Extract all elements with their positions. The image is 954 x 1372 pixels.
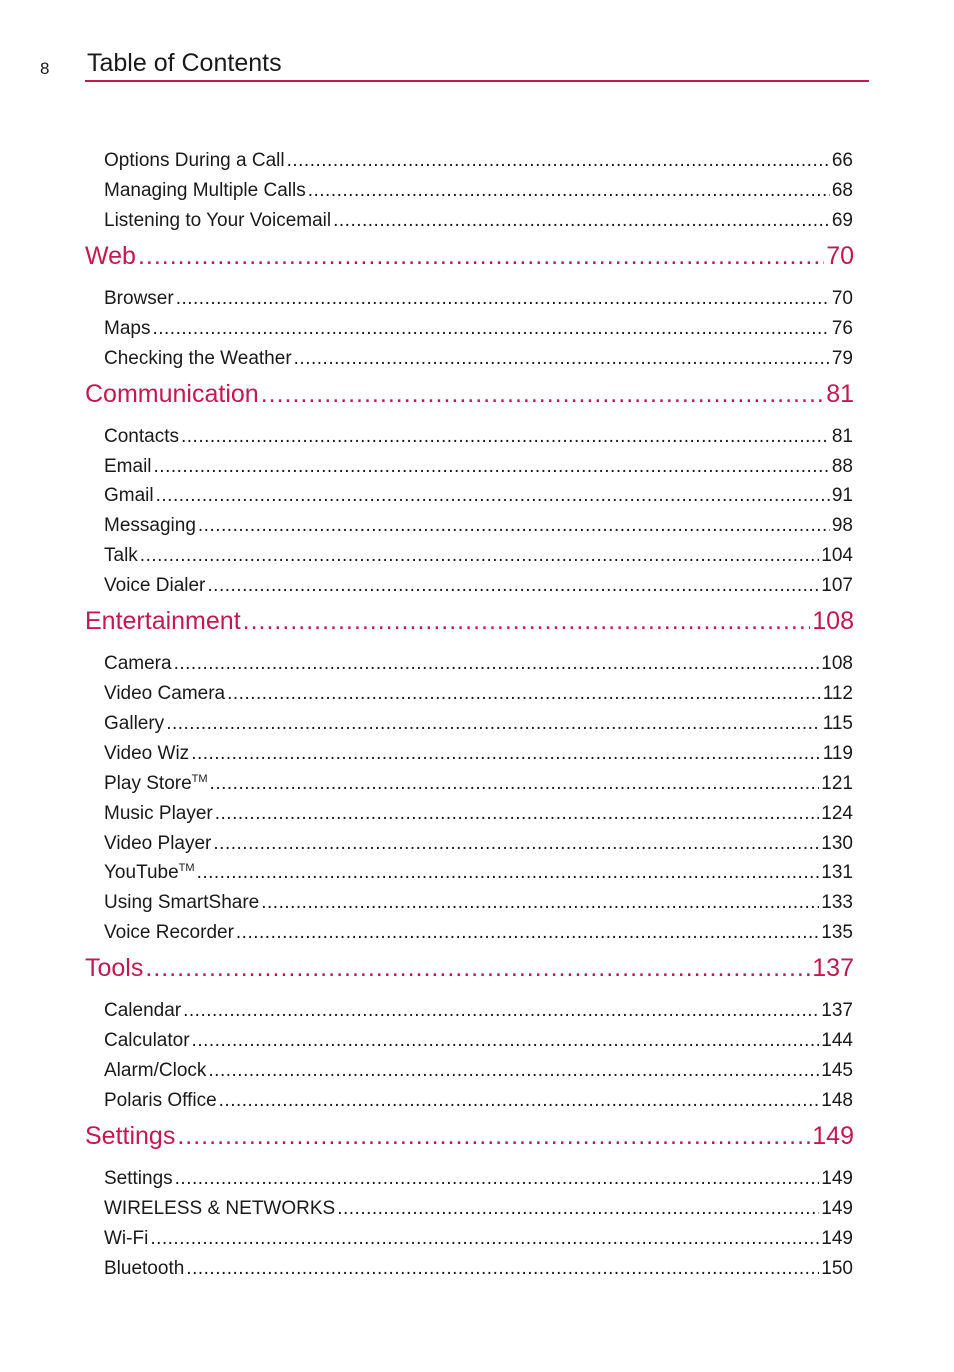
toc-entry-page-number: 104 — [821, 545, 853, 567]
dot-leader — [177, 1122, 810, 1151]
toc-entry-page-number: 149 — [821, 1197, 853, 1219]
toc-section-heading[interactable] — [85, 242, 854, 274]
trademark-mark: TM — [178, 862, 195, 875]
toc-entry[interactable] — [104, 1258, 853, 1282]
toc-entry[interactable] — [104, 545, 853, 569]
toc-entry-label: Calendar — [104, 1000, 182, 1022]
toc-entry[interactable] — [104, 426, 853, 450]
toc-section-heading[interactable] — [85, 1122, 854, 1154]
toc-section-heading-page-number: 81 — [826, 379, 854, 408]
toc-entry[interactable] — [104, 743, 853, 767]
dot-leader — [140, 545, 820, 567]
toc-entry-label: Talk — [104, 545, 138, 567]
dot-leader — [207, 575, 819, 597]
trademark-mark: TM — [191, 772, 208, 785]
toc-entry[interactable] — [104, 515, 853, 539]
toc-entry-page-number: 119 — [822, 742, 853, 764]
toc-entry-label: Contacts — [104, 425, 179, 447]
toc-entry-label: Bluetooth — [104, 1257, 185, 1279]
dot-leader — [191, 743, 821, 765]
toc-section-heading[interactable] — [85, 607, 854, 639]
toc-entry-label: Video Player — [104, 832, 212, 854]
toc-section-heading-label: Tools — [85, 954, 144, 983]
toc-entry-page-number: 91 — [831, 485, 853, 507]
toc-entry[interactable] — [104, 1030, 853, 1054]
toc-entry-label: Browser — [104, 287, 174, 309]
toc-entry[interactable] — [104, 150, 853, 174]
toc-entry-label: Gmail — [104, 485, 154, 507]
toc-entry[interactable] — [104, 456, 853, 480]
toc-section-heading-page-number: 108 — [812, 607, 854, 636]
toc-entry-label: Messaging — [104, 515, 196, 537]
page-number: 8 — [40, 59, 50, 78]
dot-leader — [308, 180, 830, 202]
dot-leader — [215, 803, 820, 825]
dot-leader — [152, 318, 829, 340]
toc-entry-page-number: 149 — [821, 1227, 853, 1249]
dot-leader — [186, 1258, 819, 1280]
toc-entry-page-number: 98 — [831, 515, 853, 537]
toc-entry-label: Gallery — [104, 712, 165, 734]
toc-entry[interactable] — [104, 210, 853, 234]
toc-entry-page-number: 149 — [821, 1167, 853, 1189]
toc-entry-label: WIRELESS & NETWORKS — [104, 1197, 336, 1219]
dot-leader — [227, 683, 821, 705]
dot-leader — [213, 833, 819, 855]
dot-leader — [175, 1168, 820, 1190]
toc-entry[interactable] — [104, 1228, 853, 1252]
toc-entry-page-number: 70 — [831, 287, 853, 309]
toc-entry[interactable] — [104, 318, 853, 342]
dot-leader — [337, 1198, 819, 1220]
toc-entry-page-number: 79 — [831, 347, 853, 369]
toc-entry-page-number: 115 — [822, 712, 853, 734]
dot-leader — [150, 1228, 819, 1250]
toc-entry-page-number: 133 — [821, 892, 853, 914]
toc-section-heading-label: Communication — [85, 379, 259, 408]
toc-entry-label: Video Camera — [104, 683, 226, 704]
toc-entry-page-number: 150 — [821, 1257, 853, 1279]
toc-entry[interactable] — [104, 1168, 853, 1192]
toc-entry[interactable] — [104, 575, 853, 599]
toc-section-heading-page-number: 137 — [812, 954, 854, 983]
toc-entry-label: Camera — [104, 653, 172, 675]
toc-section-heading[interactable] — [85, 380, 854, 412]
toc-entry[interactable] — [104, 1198, 853, 1222]
toc-entry-page-number: 76 — [831, 317, 853, 339]
toc-entry-page-number: 68 — [831, 179, 853, 201]
toc-entry[interactable] — [104, 1090, 853, 1114]
toc-entry-label: Play Store™ — [104, 772, 208, 794]
toc-entry-page-number: 137 — [821, 1000, 853, 1022]
dot-leader — [287, 150, 830, 172]
toc-entry[interactable] — [104, 683, 853, 707]
toc-entry-page-number: 145 — [821, 1060, 853, 1081]
toc-section-heading-label: Web — [85, 241, 136, 270]
toc-entry[interactable] — [104, 653, 853, 677]
toc-entry-page-number: 69 — [831, 209, 853, 231]
dot-leader — [210, 773, 820, 795]
toc-entry-label: Voice Recorder — [104, 922, 234, 944]
toc-section-heading[interactable] — [85, 954, 854, 986]
toc-entry-page-number: 112 — [822, 683, 853, 704]
toc-entry-label: Wi-Fi — [104, 1227, 149, 1249]
dot-leader — [198, 515, 830, 537]
toc-entry-page-number: 124 — [821, 802, 853, 824]
toc-entry-label: Maps — [104, 317, 151, 339]
toc-entry-label: Video Wiz — [104, 742, 190, 764]
toc-entry-page-number: 81 — [831, 425, 853, 447]
toc-entry-label: Managing Multiple Calls — [104, 179, 306, 201]
toc-section-heading-page-number: 149 — [812, 1121, 854, 1150]
dot-leader — [166, 713, 821, 735]
toc-entry[interactable] — [104, 803, 853, 827]
dot-leader — [174, 653, 820, 675]
toc-entry-label: Using SmartShare — [104, 892, 260, 914]
toc-entry[interactable] — [104, 1000, 853, 1024]
toc-entry-page-number: 148 — [821, 1089, 853, 1111]
toc-entry-page-number: 88 — [831, 455, 853, 477]
toc-entry-page-number: 107 — [821, 575, 853, 597]
toc-entry-label: Polaris Office — [104, 1089, 217, 1111]
dot-leader — [197, 862, 820, 884]
toc-entry-label: Voice Dialer — [104, 575, 206, 597]
toc-entry-page-number: 144 — [821, 1030, 853, 1052]
toc-entry-page-number: 135 — [821, 922, 853, 944]
toc-entry-page-number: 130 — [821, 832, 853, 854]
dot-leader — [176, 288, 830, 310]
dot-leader — [154, 456, 830, 478]
toc-entry-page-number: 108 — [821, 653, 853, 675]
dot-leader — [236, 922, 819, 944]
dot-leader — [333, 210, 830, 232]
dot-leader — [181, 426, 830, 448]
toc-entry[interactable] — [104, 833, 853, 857]
toc-entry[interactable] — [104, 862, 853, 886]
dot-leader — [243, 607, 811, 636]
toc-entry-label: Options During a Call — [104, 150, 285, 171]
toc-entry-label: Listening to Your Voicemail — [104, 209, 332, 231]
toc-entry-label: Calculator — [104, 1030, 190, 1052]
toc-entry-label: YouTube™ — [104, 862, 195, 884]
dot-leader — [261, 892, 819, 914]
toc-entry-page-number: 66 — [831, 150, 853, 171]
toc-entry-label: Checking the Weather — [104, 347, 292, 369]
page-title: Table of Contents — [87, 49, 282, 77]
toc-entry[interactable] — [104, 485, 853, 509]
toc-entry-page-number: 121 — [821, 772, 853, 794]
dot-leader — [145, 954, 810, 983]
toc-entry[interactable] — [104, 922, 853, 946]
dot-leader — [294, 348, 830, 370]
dot-leader — [219, 1090, 820, 1112]
toc-entry[interactable] — [104, 1060, 853, 1084]
dot-leader — [183, 1000, 819, 1022]
toc-entry[interactable] — [104, 348, 853, 372]
dot-leader — [208, 1060, 819, 1082]
toc-section-heading-label: Settings — [85, 1121, 176, 1150]
toc-entry[interactable] — [104, 288, 853, 312]
dot-leader — [156, 485, 830, 507]
toc-entry-label: Settings — [104, 1167, 173, 1189]
toc-entry[interactable] — [104, 180, 853, 204]
toc-entry[interactable] — [104, 713, 853, 737]
toc-entry[interactable] — [104, 773, 853, 797]
toc-entry-page-number: 131 — [821, 862, 853, 884]
dot-leader — [261, 380, 825, 409]
toc-entry[interactable] — [104, 892, 853, 916]
dot-leader — [192, 1030, 820, 1052]
toc-entry-label: Email — [104, 455, 152, 477]
toc-entry-label: Music Player — [104, 802, 213, 824]
toc-section-heading-page-number: 70 — [826, 241, 854, 270]
toc-section-heading-label: Entertainment — [85, 607, 241, 636]
toc-entry-label: Alarm/Clock — [104, 1060, 207, 1081]
dot-leader — [138, 242, 824, 271]
